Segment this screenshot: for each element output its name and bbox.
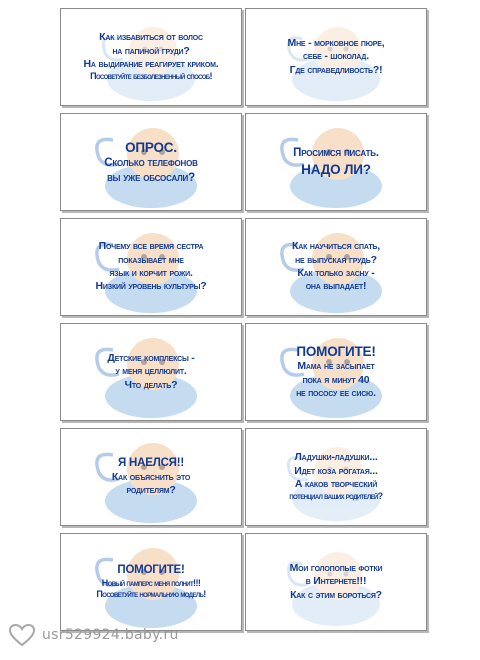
card-line: Сколько телефонов [104,156,198,169]
card-line: Низкий уровень культуры? [95,280,207,293]
card-text [250,114,422,210]
card-line: Как с этим бороться? [290,588,382,601]
heart-icon [8,623,36,647]
card-line: себе - шоколад. [303,50,369,63]
card-line: показывает мне [118,253,184,266]
card-line: Как научиться спать, [292,240,380,253]
card-text [65,114,237,210]
card-line: Мама не засыпает [297,360,375,373]
card-text [65,534,237,630]
card [245,113,427,211]
card-line: не выпуская грудь? [295,253,377,266]
card-line: ПОМОГИТЕ! [296,344,376,360]
card-text [65,9,237,105]
card-line: Почему все время сестра [98,240,204,253]
card-text [250,324,422,420]
card-text [65,324,237,420]
card-line: Посоветуйте безболезненный способ! [90,71,212,82]
watermark-text: usr529924.baby.ru [42,627,179,643]
card-line: на папиной груди? [112,44,190,57]
card-line: пока я минут 40 [302,373,370,386]
card-text [250,429,422,525]
card-line: в Интернете!!! [305,575,367,588]
card-text [250,219,422,315]
card [60,8,242,106]
card-line: родителям? [126,484,176,497]
card [245,533,427,631]
card-line: Посоветуйте нормальную модель! [96,589,206,600]
card-line: ОПРОС. [125,139,177,155]
card [60,533,242,631]
card-line: язык и корчит рожи. [109,267,193,279]
card-line: Детские комплексы - [107,351,195,364]
card-line: потенциал ваших родителей? [289,491,383,502]
card [245,8,427,106]
card-line: Новый памперс меня полнит!!! [101,577,201,588]
card-line: А каков творческий [294,477,378,490]
card-line: Как избавиться от волос [99,31,203,44]
card-text [65,429,237,525]
card [60,218,242,316]
card-text [250,534,422,630]
card-line: Как только засну - [297,267,375,279]
card-line: Просимся писать. [293,147,379,159]
card-line: На выдирание реагирует криком. [83,57,219,70]
card-line: не пососу ее сисю. [296,387,376,400]
card [60,323,242,421]
card [245,323,427,421]
card-line: Что делать? [124,378,178,391]
card-line: она выпадает! [305,280,367,293]
card-line: Я НАЕЛСЯ!! [117,457,185,470]
card-line: Мои голопопые фотки [289,561,383,574]
card-text [65,219,237,315]
card [60,113,242,211]
card-line: НАДО ЛИ? [301,161,371,177]
card [245,218,427,316]
card-text [250,9,422,105]
card-line: у меня целлюлит. [115,365,187,378]
card-line: Идет коза рогатая... [294,464,378,477]
card-line: ПОМОГИТЕ! [117,564,185,577]
card-line: Мне - морковное пюре, [287,36,385,49]
card-line: Ладушки-ладушки... [294,451,378,464]
watermark [8,622,179,648]
card [60,428,242,526]
card-line: Где справедливость?! [289,63,383,76]
card [245,428,427,526]
card-line: Как объяснить это [111,470,191,483]
card-line: вы уже обсосали? [107,171,195,184]
